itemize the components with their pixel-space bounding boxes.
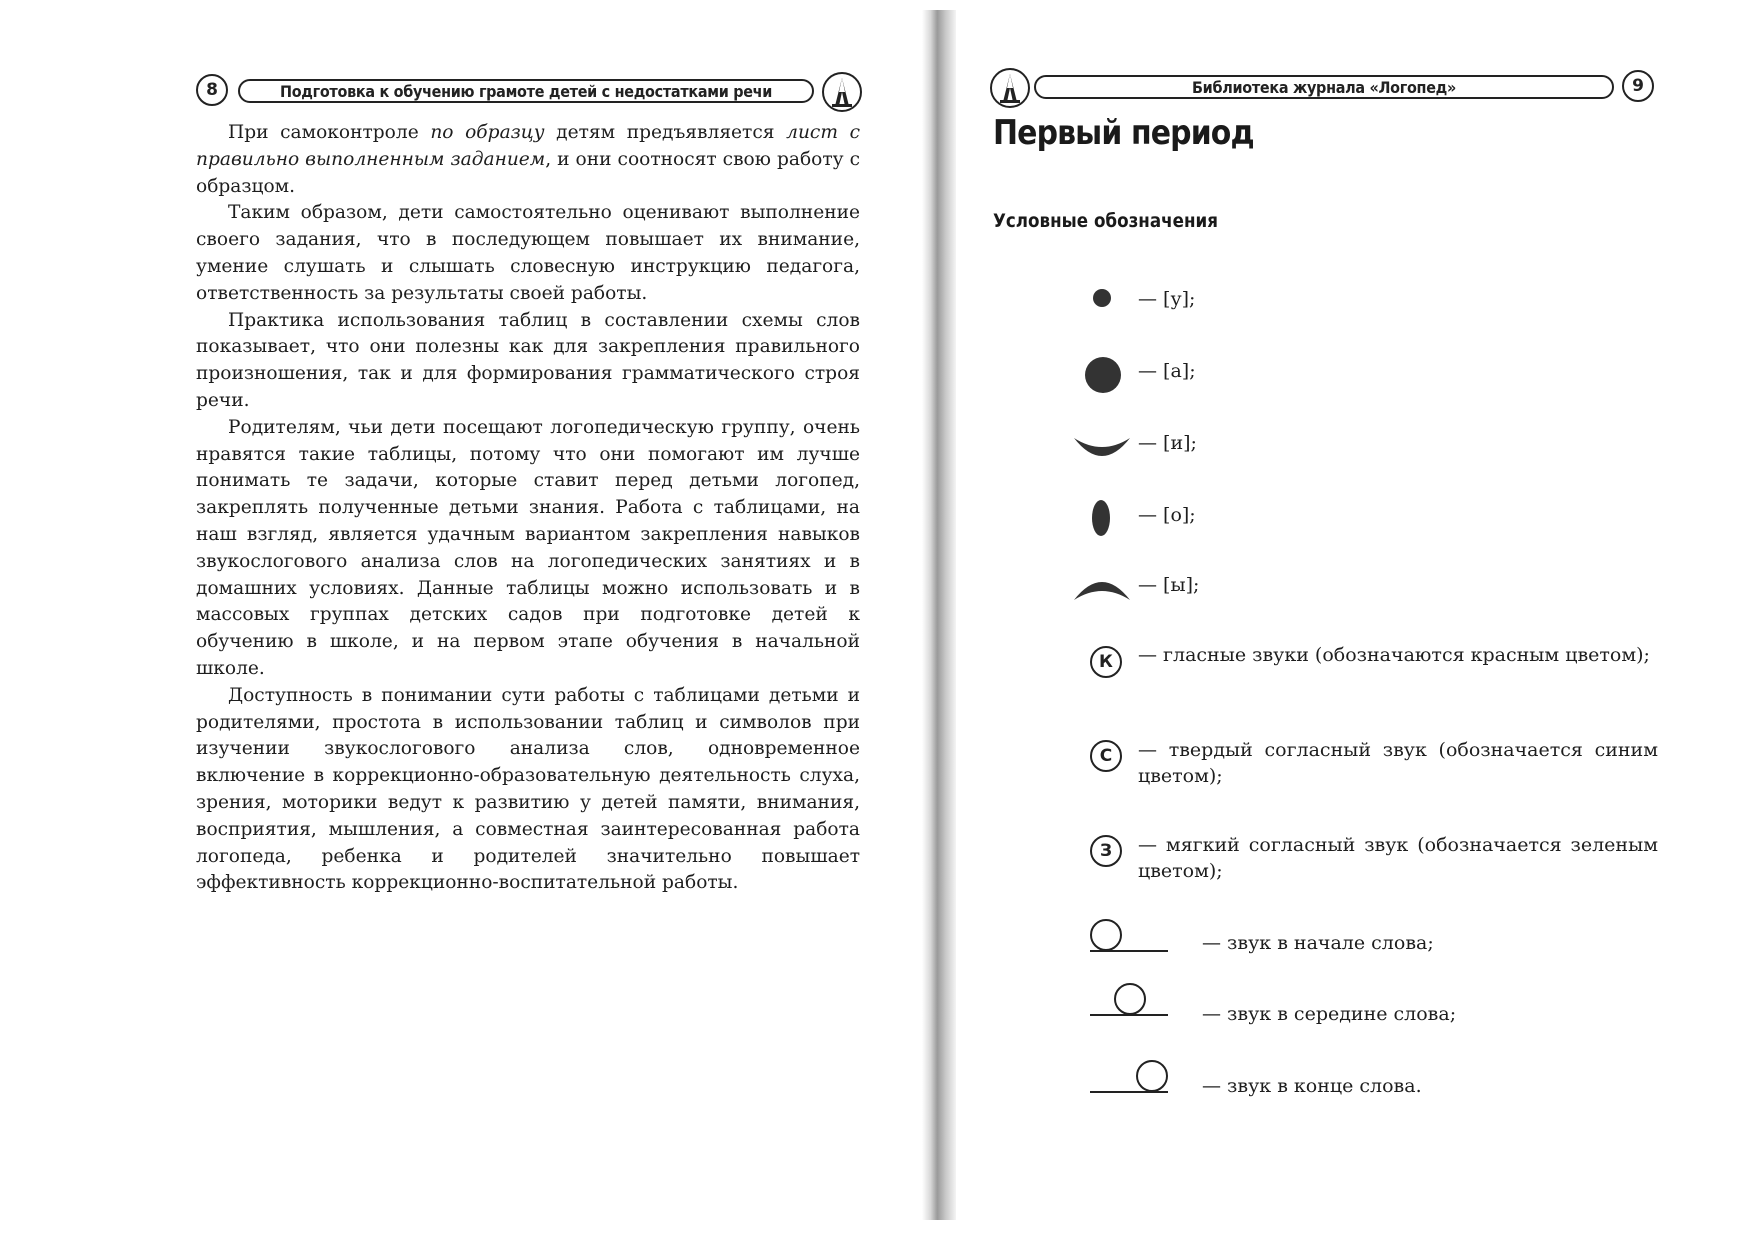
book-spine bbox=[922, 10, 956, 1220]
paragraph: При самоконтроле по образцу детям предъявляется лист с правильно выполненным заданием, и они соотносят свою работу с образцом. bbox=[196, 122, 861, 197]
running-head-title-left: Подготовка к обучению грамоте детей с недостатками речи bbox=[238, 79, 814, 103]
running-head-right bbox=[990, 68, 1658, 108]
paragraph: Доступность в понимании сути работы с таблицами детьми и родителями, простота в использовании таблиц и символов при изучении звукослогового анализа слов, одновременное включение в коррекционно-образовательную деятельность слуха, зрения, моторики ведут к развитию у детей памяти, внимания, восприятия, мышления, а совместная заинтересованная работа логопеда, ребенка и родителей значительно повышает эффективность коррекционно-воспитательной работы. bbox=[196, 684, 860, 894]
sound-start-icon bbox=[1090, 918, 1170, 958]
legend-label-hard-consonant: — твердый согласный звук (обозначается синим цветом); bbox=[1138, 739, 1658, 787]
body-text bbox=[196, 120, 860, 897]
soft-consonant-circle-icon: З bbox=[1090, 835, 1122, 867]
paragraph: Практика использования таблиц в составлении схемы слов показывает, что они полезны как для закрепления правильного произношения, так и для формирования грамматического строя речи. bbox=[196, 309, 860, 411]
running-head-title-right: Библиотека журнала «Логопед» bbox=[1034, 75, 1614, 99]
legend-label-vowels: — гласные звуки (обозначаются красным цветом); bbox=[1138, 644, 1650, 666]
sound-middle-icon bbox=[1090, 982, 1170, 1022]
smile-arc-icon bbox=[1072, 434, 1132, 462]
paragraph: Родителям, чьи дети посещают логопедическую группу, очень нравятся такие таблицы, потому что они помогают им лучше понимать те задачи, которые ставит перед детьми логопед, закреплять полученные детьми знания. Работа с таблицами, на наш взгляд, является удачным вариантом закрепления навыков звукослогового анализа слов на логопедических занятиях и в домашних условиях. Данные таблицы можно использовать и в массовых группах детских садов при подготовке детей к обучению в школе, и на первом этапе обучения в начальной школе. bbox=[196, 416, 860, 679]
journal-logo-icon bbox=[822, 72, 862, 112]
section-subtitle: Условные обозначения bbox=[993, 210, 1218, 232]
legend-label-y: — [ы]; bbox=[1138, 574, 1200, 596]
legend-label-i: — [и]; bbox=[1138, 432, 1197, 454]
tall-oval-icon bbox=[1090, 498, 1112, 538]
journal-logo-icon bbox=[990, 68, 1030, 108]
legend-label-start: — звук в начале слова; bbox=[1202, 932, 1434, 954]
small-dot-icon bbox=[1090, 286, 1114, 310]
running-head-left bbox=[196, 72, 862, 112]
paragraph: Таким образом, дети самостоятельно оценивают выполнение своего задания, что в последующем повышает их внимание, умение слушать и слышать словесную инструкцию педагога, ответственность за результаты своей работы. bbox=[196, 202, 860, 304]
large-dot-icon bbox=[1083, 355, 1123, 395]
page-number-left: 8 bbox=[196, 74, 228, 106]
frown-arc-icon bbox=[1072, 576, 1132, 604]
page-title: Первый период bbox=[993, 113, 1254, 153]
legend-label-u: — [у]; bbox=[1138, 288, 1196, 310]
vowel-circle-icon: К bbox=[1090, 646, 1122, 678]
legend-label-a: — [а]; bbox=[1138, 360, 1196, 382]
right-page bbox=[928, 0, 1747, 1250]
hard-consonant-circle-icon: С bbox=[1090, 740, 1122, 772]
legend-label-soft-consonant: — мягкий согласный звук (обозначается зеленым цветом); bbox=[1138, 834, 1658, 882]
legend-label-middle: — звук в середине слова; bbox=[1202, 1003, 1457, 1025]
legend-label-end: — звук в конце слова. bbox=[1202, 1075, 1422, 1097]
sound-end-icon bbox=[1090, 1058, 1170, 1098]
legend-label-o: — [о]; bbox=[1138, 504, 1196, 526]
page-number-right: 9 bbox=[1622, 70, 1654, 102]
